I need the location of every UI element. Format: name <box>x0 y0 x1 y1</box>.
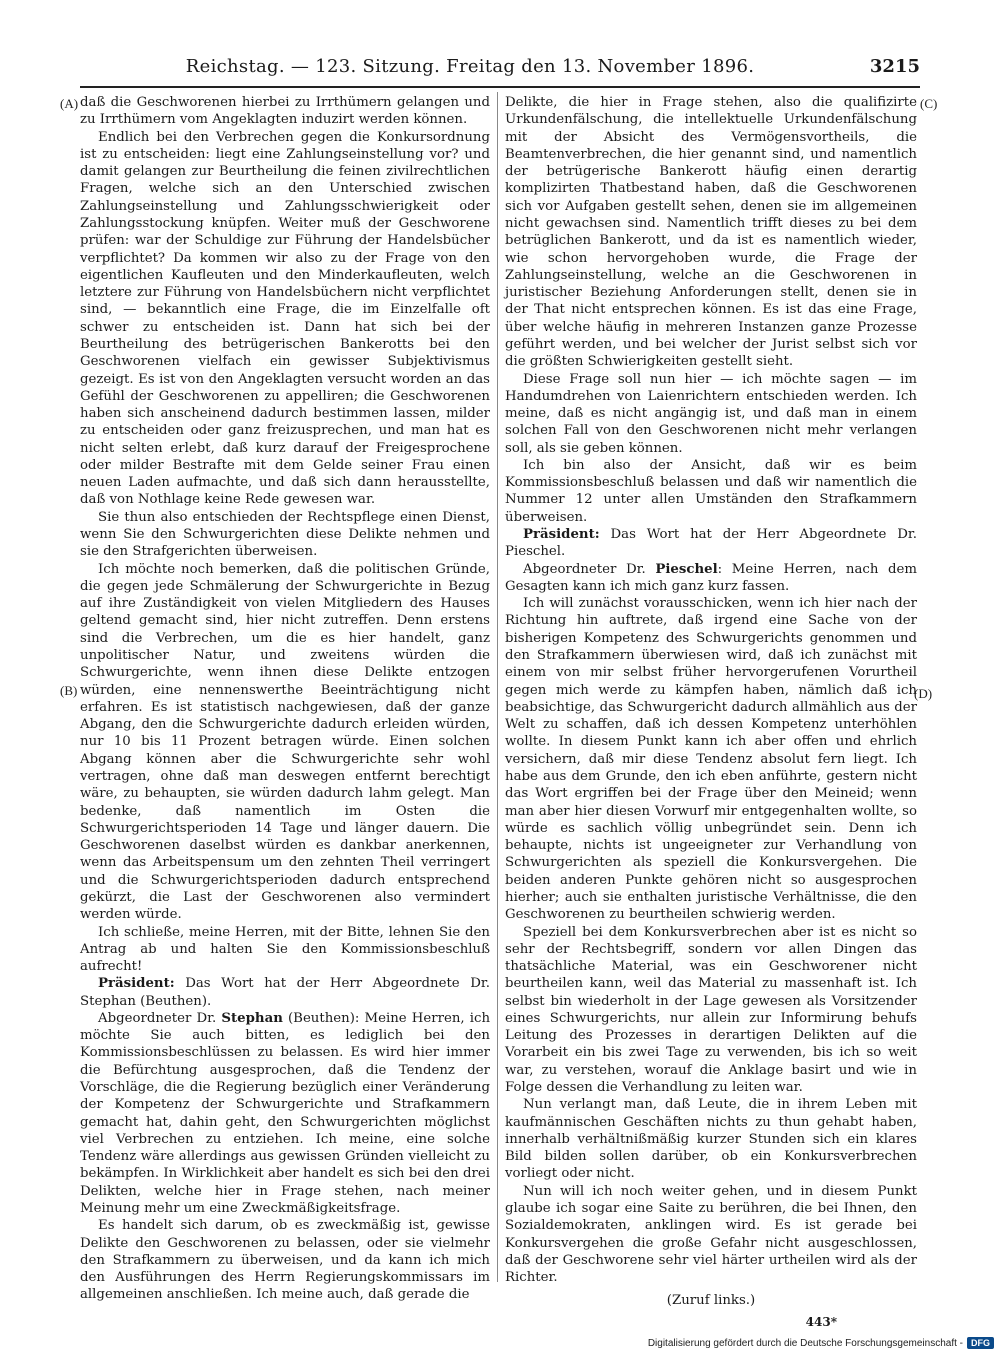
paragraph: Ich schließe, meine Herren, mit der Bitte, lehnen Sie den Antrag ab und halten Sie den Kommissionsbeschluß aufrecht! <box>80 924 490 975</box>
paragraph: Diese Frage soll nun hier — ich möchte sagen — im Handumdrehen von Laienrichtern entschieden werden. Ich meine, daß es nicht angängig ist, und daß man in einem solchen Fall von den Geschworenen nicht mehr verlangen soll, als sie geben können. <box>505 371 917 456</box>
footer-credit <box>648 1337 994 1349</box>
speaker-intro: Abgeordneter Dr. <box>98 1010 222 1026</box>
speech-text: (Beuthen): Meine Herren, ich möchte Sie auch bitten, es lediglich bei den Kommissionsbeschlüssen zu belassen. Es wird hier immer die Befürchtung ausgesprochen, daß die Tendenz der Vorschläge, die die Regierung bezüglich einer Veränderung der Kompetenz der Schwurgerichte und Strafkammern gemacht hat, dahin geht, den Schwurgerichten möglichst viel Verbrechen zu entziehen. Ich meine, eine solche Tendenz wäre allerdings aus gewissen Gründen vielleicht zu bekämpfen. In Wirklichkeit aber handelt es sich bei den drei Delikten, welche hier in Frage stehen, nach meiner Meinung mehr um eine Zweckmäßigkeitsfrage. <box>80 1010 491 1216</box>
paragraph: Ich bin also der Ansicht, daß wir es beim Kommissionsbeschluß belassen und daß wir namentlich die Nummer 12 unter allen Umständen den Strafkammern überweisen. <box>505 457 917 525</box>
interjection: (Zuruf links.) <box>666 1293 756 1309</box>
speaker-text: Das Wort hat der Herr Abgeordnete Dr. Pieschel. <box>505 527 917 560</box>
speaker-paragraph <box>505 561 917 596</box>
left-column <box>80 94 490 1304</box>
dfg-logo: DFG <box>967 1337 994 1349</box>
paragraph: Delikte, die hier in Frage stehen, also die qualifizirte Urkundenfälschung, die intellektuelle Urkundenfälschung mit der Absicht des Vermögensvortheils, die Beamtenverbrechen, die hier genannt sind, und namentlich der betrügerische Bankerott häufig einen derartig komplizirten Thatbestand haben, daß die Geschworenen sich vor Aufgaben gestellt sehen, denen sie im allgemeinen nicht gewachsen sind. Namentlich trifft dieses zu bei dem betrüglichen Bankerott, und da ist es namentlich wieder, wie schon hervorgehoben wurde, die Frage der Zahlungseinstellung, welche an die Geschworenen in juristischer Beziehung Anforderungen stellt, denen sie in der That nicht entsprechen können. Es ist das eine Frage, über welche häufig in mehreren Instanzen ganze Prozesse geführt werden, und bei welcher der Jurist selbst sich vor die größten Schwierigkeiten gestellt sieht. <box>505 95 917 370</box>
page-number: 3215 <box>869 56 920 77</box>
paragraph: Nun will ich noch weiter gehen, und in diesem Punkt glaube ich sogar eine Saite zu berühren, die bei Ihnen, den Sozialdemokraten, anklingen wird. Es ist gerade bei Konkursvergehen die große Gefahr nicht ausgeschlossen, daß der Geschworene sehr viel härter urtheilen wird als der Richter. <box>505 1183 917 1286</box>
sheet-signature: 443* <box>805 1314 837 1329</box>
paragraph: Speziell bei dem Konkursverbrechen aber ist es nicht so sehr der Rechtsbegriff, sondern vor allen Dingen das thatsächliche Material, was ein Geschworener nicht beurtheilen kann, weil das Material zu massenhaft ist. Ich selbst bin wiederholt in der Lage gewesen als Vorsitzender eines Schwurgerichts, nur allein zur Informirung behufs Leitung des Prozesses in derartigen Delikten auf die Vorarbeit ein bis zwei Tage zu verwenden, bis ich so weit war, zu verstehen, worauf die Anklage basirt und wie in Folge dessen die Verhandlung zu leiten war. <box>505 924 917 1096</box>
right-column <box>505 94 917 1331</box>
margin-marker-d: (D) <box>914 686 933 701</box>
paragraph: Ich möchte noch bemerken, daß die politischen Gründe, die gegen jede Schmälerung der Schwurgerichte in Bezug auf ihre Zuständigkeit von vielen Mitgliedern des Hauses geltend gemacht sind, hier nicht zutreffen. Denn erstens sind die Verbrechen, um die es hier handelt, ganz unpolitischer Natur, und zweitens würden die Schwurgerichte, wenn ihnen diese Delikte entzogen würden, eine nennenswerthe Beeinträchtigung nicht erfahren. Es ist statistisch nachgewiesen, daß der ganze Abgang, den die Schwurgerichte dadurch erleiden würden, nur 10 bis 11 Prozent betragen würde. Einen solchen Abgang können aber die Schwurgerichte sehr wohl vertragen, ohne daß man deswegen entfernt berechtigt wäre, zu behaupten, sie würden dadurch lahm gelegt. Man bedenke, daß namentlich im Osten die Schwurgerichtsperioden 14 Tage und länger dauern. Die Geschworenen daselbst würden es dankbar anerkennen, wenn das Arbeitspensum um den zehnten Theil verringert und die Schwurgerichtsperioden dadurch entsprechend gekürzt, die Last der Geschworenen also vermindert werden würde. <box>80 561 490 923</box>
speaker-paragraph <box>505 526 917 561</box>
page-header <box>80 56 920 80</box>
paragraph: Ich will zunächst vorausschicken, wenn ich hier nach der Richtung hin auftrete, daß irgend eine Sache von der bisherigen Kompetenz des Schwurgerichts genommen und den Strafkammern überwiesen wird, daß ich zunächst mit einem von mir selbst früher hervorgerufenen Vorurtheil gegen mich werde zu kämpfen haben, nämlich daß ich beabsichtige, das Schwurgericht dadurch allmählich aus der Welt zu schaffen, daß ich dessen Kompetenz unterhöhlen wollte. In diesem Punkt kann ich aber offen und ehrlich versichern, daß mir diese Tendenz absolut fern liegt. Ich habe aus dem Grunde, den ich eben anführte, gestern nicht das Wort ergriffen bei der Frage über den Meineid; wenn man aber hier diesen Vorwurf mir entgegenhalten wollte, so würde es sachlich völlig unbegründet sein. Denn ich behaupte, nichts ist ungeeigneter zur Verhandlung von Schwurgerichten als speziell die Konkursvergehen. Die beiden anderen Punkte gehören nicht so ausgesprochen hierher; auch sie enthalten juristische Verhältnisse, die den Geschworenen zu beurtheilen schwierig werden. <box>505 596 917 923</box>
speaker-name: Stephan <box>221 1010 283 1026</box>
column-divider <box>497 92 498 1282</box>
paragraph: Es handelt sich darum, ob es zweckmäßig ist, gewisse Delikte den Geschworenen zu belassen, oder sie vielmehr den Strafkammern zu überweisen, und da kann ich mich den Ausführungen des Herrn Regierungskommissars im allgemeinen anschließen. Ich meine auch, daß gerade die <box>80 1218 490 1303</box>
speech-text: : Meine Herren, nach dem Gesagten kann ich mich ganz kurz fassen. <box>505 561 918 594</box>
paragraph: daß die Geschworenen hierbei zu Irrthümern gelangen und zu Irrthümern vom Angeklagten induzirt werden können. <box>80 95 490 128</box>
running-title: Reichstag. — 123. Sitzung. Freitag den 13. November 1896. <box>185 56 755 77</box>
paragraph: Nun verlangt man, daß Leute, die in ihrem Leben mit kaufmännischen Geschäften nichts zu thun gehabt haben, innerhalb verhältnißmäßig kurzer Stunden sich ein klares Bild bilden sollen darüber, ob ein Konkursverbrechen vorliegt oder nicht. <box>505 1097 917 1182</box>
speaker-label: Präsident: <box>523 527 600 543</box>
speaker-name: Pieschel <box>655 561 718 577</box>
speaker-intro: Abgeordneter Dr. <box>523 561 656 577</box>
margin-marker-b: (B) <box>60 683 78 698</box>
speaker-paragraph <box>80 975 490 1010</box>
footer-credit-text: Digitalisierung gefördert durch die Deutsche Forschungsgemeinschaft - <box>647 1337 963 1349</box>
paragraph: Endlich bei den Verbrechen gegen die Konkursordnung ist zu entscheiden: liegt eine Zahlungseinstellung vor? und damit gelangen zur Beurtheilung die feinen zivilrechtlichen Fragen, welche sich an den Unterschied zwischen Zahlungseinstellung und Zahlungsschwierigkeit oder Zahlungsstockung knüpfen. Weiter muß der Geschworene prüfen: war der Schuldige zur Führung der Handelsbücher verpflichtet? Da kommen wir also zu der Frage von den eigentlichen Kaufleuten und den Minderkaufleuten, welch letztere zur Führung von Handelsbüchern nicht verpflichtet sind, — bekanntlich eine Frage, die im Einzelfalle oft schwer zu entscheiden ist. Dann hat sich bei der Beurtheilung des betrügerischen Bankerotts bei den Geschworenen vielfach ein gewisser Subjektivismus gezeigt. Es ist von den Angeklagten versucht worden an das Gefühl der Geschworenen zu appelliren; die Geschworenen haben sich anscheinend dadurch bestimmen lassen, milder zu entscheiden oder ganz freizusprechen, und man hat es nicht selten erlebt, daß kurz darauf der Freigesprochene oder milder Bestrafte mit dem Gelde seiner Frau einen neuen Laden aufmachte, und daß sich dann herausstellte, daß von Nothlage keine Rede gewesen war. <box>80 129 490 508</box>
margin-marker-c: (C) <box>920 96 938 111</box>
margin-marker-a: (A) <box>60 96 79 111</box>
paragraph: Sie thun also entschieden der Rechtspflege einen Dienst, wenn Sie den Schwurgerichten diese Delikte nehmen und sie den Strafgerichten überweisen. <box>80 509 490 560</box>
speaker-text: Das Wort hat der Herr Abgeordnete Dr. Stephan (Beuthen). <box>80 976 490 1009</box>
speaker-paragraph <box>80 1010 490 1217</box>
header-rule <box>80 86 920 88</box>
speaker-label: Präsident: <box>98 976 175 992</box>
